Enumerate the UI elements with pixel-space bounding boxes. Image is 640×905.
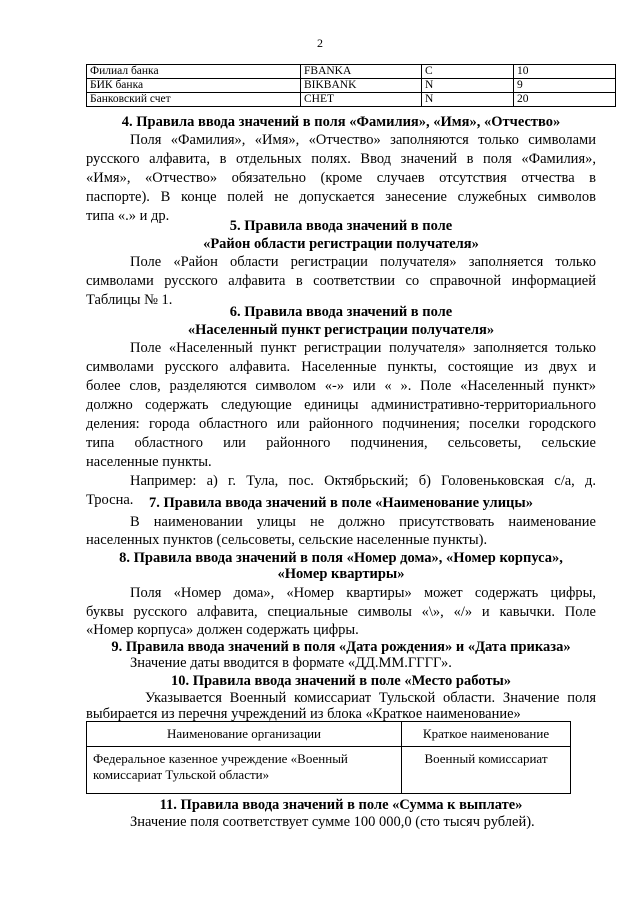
section-6-line: деления: города областного или районного подчинения; поселки городского bbox=[86, 416, 596, 432]
table-cell: C bbox=[422, 65, 514, 79]
section-4-heading: 4. Правила ввода значений в поля «Фамилия», «Имя», «Отчество» bbox=[121, 114, 561, 130]
section-6-line: Поле «Населенный пункт регистрации получателя» заполняется только bbox=[130, 340, 596, 356]
column-header: Краткое наименование bbox=[402, 722, 571, 747]
table-cell: Военный комиссариат bbox=[402, 747, 571, 794]
section-5-line: символами русского алфавита в соответствии со справочной информацией bbox=[86, 273, 596, 289]
page-number: 2 bbox=[317, 36, 323, 50]
section-8-line: Поля «Номер дома», «Номер квартиры» может содержать цифры, bbox=[130, 585, 596, 601]
section-8-heading-sub: «Номер квартиры» bbox=[277, 566, 405, 582]
section-6-line: символами русского алфавита. Населенные пункты, состоящие из двух и bbox=[86, 359, 596, 375]
section-9-heading: 9. Правила ввода значений в поля «Дата рождения» и «Дата приказа» bbox=[111, 639, 571, 655]
section-6-line: более слов, разделяются символом «-» или « ». Поле «Населенный пункт» bbox=[86, 378, 596, 394]
table-cell: N bbox=[422, 93, 514, 107]
table-cell: N bbox=[422, 79, 514, 93]
organization-table bbox=[86, 721, 571, 794]
section-5-heading: 5. Правила ввода значений в поле bbox=[229, 218, 453, 234]
section-10-heading: 10. Правила ввода значений в поле «Место работы» bbox=[170, 673, 512, 689]
section-6-example: Например: а) г. Тула, пос. Октябрьский; б) Головеньковская с/а, д. bbox=[130, 473, 596, 489]
table-cell: БИК банка bbox=[87, 79, 301, 93]
section-4-line: Поля «Фамилия», «Имя», «Отчество» заполняются только символами bbox=[130, 132, 596, 148]
section-4-line: русского алфавита, в отдельных полях. Ввод значений в поля «Фамилия», bbox=[86, 151, 596, 167]
table-cell: Филиал банка bbox=[87, 65, 301, 79]
table-row bbox=[87, 747, 571, 794]
table-row bbox=[87, 93, 616, 107]
section-6-heading: 6. Правила ввода значений в поле bbox=[229, 304, 453, 320]
section-6-line: населенные пункты. bbox=[86, 454, 212, 470]
section-10-line: выбирается из перечня учреждений из блока «Краткое наименование» bbox=[86, 706, 521, 722]
table-cell: 10 bbox=[514, 65, 616, 79]
section-8-line: буквы русского алфавита, специальные символы «\», «/» и кавычки. Поле bbox=[86, 604, 596, 620]
section-5-line: Поле «Район области регистрации получателя» заполняется только bbox=[130, 254, 596, 270]
section-7-line: В наименовании улицы не должно присутствовать наименование bbox=[130, 514, 596, 530]
section-6-heading-sub: «Населенный пункт регистрации получателя» bbox=[187, 322, 495, 338]
section-11-line: Значение поля соответствует сумме 100 000,0 (сто тысяч рублей). bbox=[130, 814, 535, 830]
section-11-heading: 11. Правила ввода значений в поле «Сумма к выплате» bbox=[159, 797, 523, 813]
bank-fields-table bbox=[86, 64, 616, 107]
table-cell: BIKBANK bbox=[301, 79, 422, 93]
section-6-line: должно содержать следующие единицы административно-территориального bbox=[86, 397, 596, 413]
table-cell: FBANKA bbox=[301, 65, 422, 79]
section-7-heading: 7. Правила ввода значений в поле «Наименование улицы» bbox=[149, 495, 533, 511]
table-row bbox=[87, 79, 616, 93]
section-6-example: Тросна. bbox=[86, 492, 134, 508]
table-cell: Банковский счет bbox=[87, 93, 301, 107]
section-10-line: Указывается Военный комиссариат Тульской области. Значение поля bbox=[145, 690, 596, 706]
table-cell: 9 bbox=[514, 79, 616, 93]
section-5-line: Таблицы № 1. bbox=[86, 292, 173, 308]
section-7-line: населенных пунктов (сельсоветы, сельские населенные пункты). bbox=[86, 532, 488, 548]
table-header-row bbox=[87, 722, 571, 747]
table-row bbox=[87, 65, 616, 79]
section-8-line: «Номер корпуса» должен содержать цифры. bbox=[86, 622, 359, 638]
section-5-heading-sub: «Район области регистрации получателя» bbox=[203, 236, 479, 252]
table-cell: Федеральное казенное учреждение «Военный комиссариат Тульской области» bbox=[87, 747, 402, 794]
section-9-line: Значение даты вводится в формате «ДД.ММ.ГГГГ». bbox=[130, 655, 452, 671]
section-4-line: «Имя», «Отчество» обязательно (кроме случаев отсутствия отчества в bbox=[86, 170, 596, 186]
table-cell: CHET bbox=[301, 93, 422, 107]
section-6-line: типа областного или районного подчинения, сельсоветы, сельские bbox=[86, 435, 596, 451]
table-cell: 20 bbox=[514, 93, 616, 107]
column-header: Наименование организации bbox=[87, 722, 402, 747]
section-4-line: паспорте). В конце полей не допускается занесение служебных символов bbox=[86, 189, 596, 205]
section-8-heading: 8. Правила ввода значений в поля «Номер дома», «Номер корпуса», bbox=[119, 550, 563, 566]
section-4-line: типа «.» и др. bbox=[86, 208, 170, 224]
